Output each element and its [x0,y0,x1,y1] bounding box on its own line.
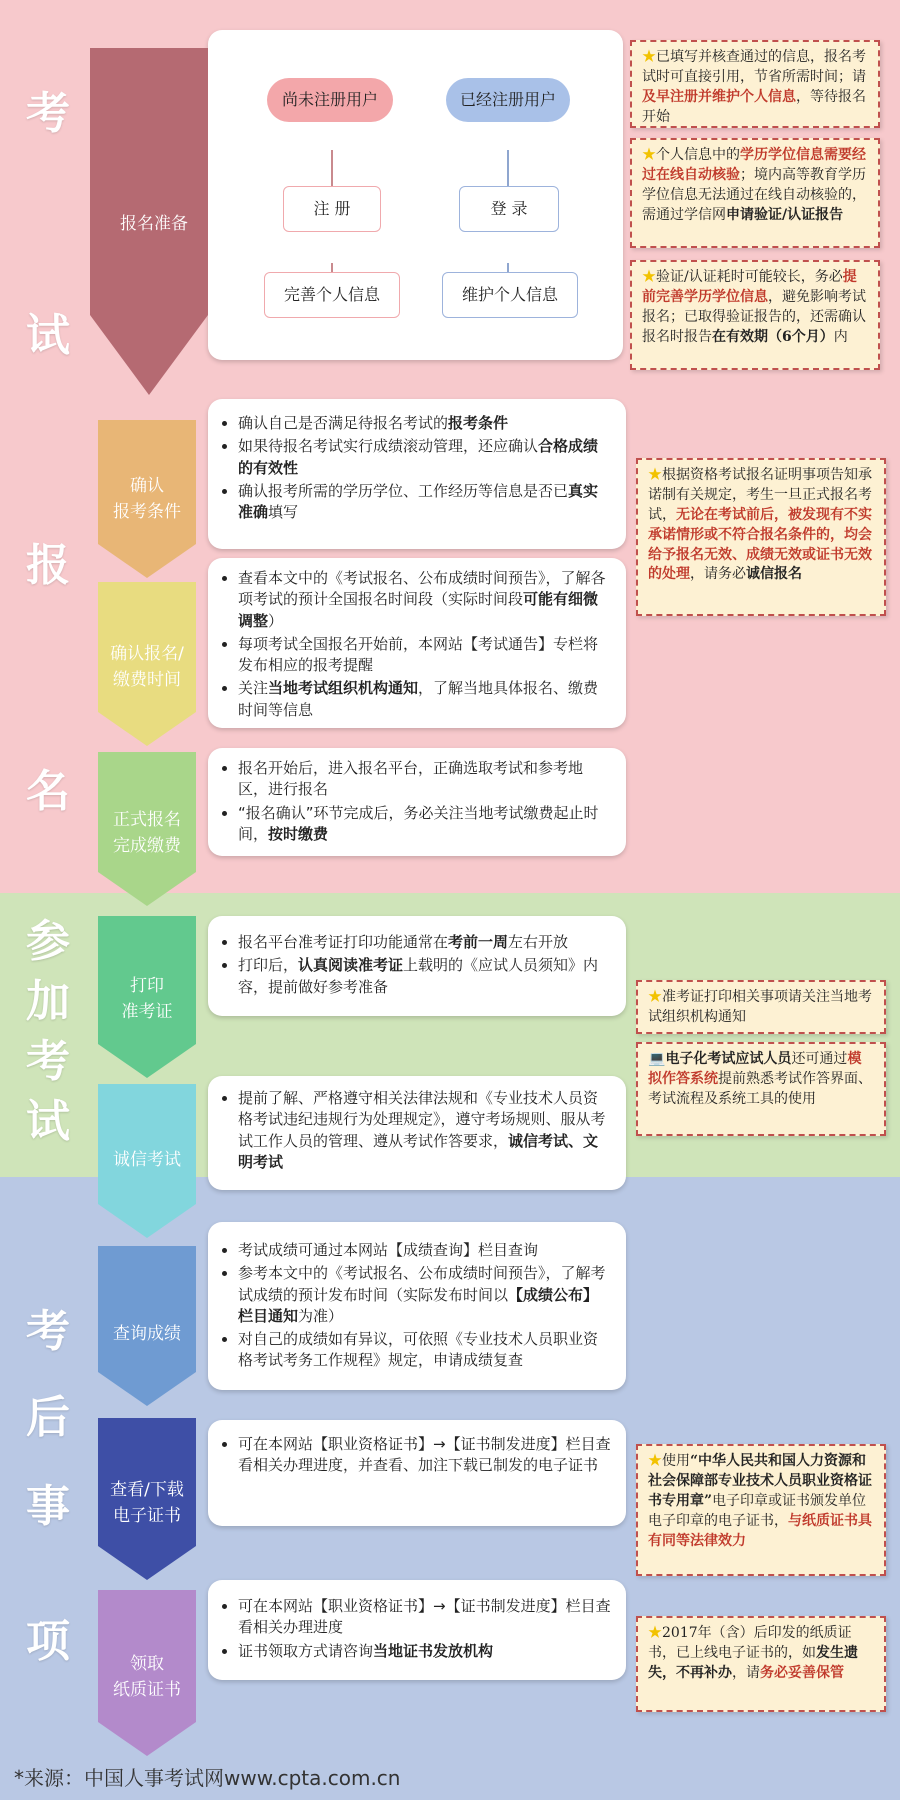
star-icon: ★ [642,147,656,163]
registered-user-node: 已经注册用户 [446,78,570,122]
section-char: 报 [26,540,70,591]
section-char: 参 [26,916,70,967]
tip-note: ★2017年（含）后印发的纸质证书，已上线电子证书的，如发生遗失，不再补办，请务必妥善保管 [636,1616,886,1712]
section-char: 项 [26,1616,70,1667]
tip-note: 💻电子化考试应试人员还可通过模拟作答系统提前熟悉考试作答界面、考试流程及系统工具的使用 [636,1042,886,1136]
tip-note: ★根据资格考试报名证明事项告知承诺制有关规定，考生一旦正式报名考试，无论在考试前后，被发现有不实承诺情形或不符合报名条件的，均会给予报名无效、成绩无效或证书无效的处理，请务必诚信报名 [636,458,886,616]
step-label: 报名准备 [120,214,188,234]
admission-ticket-box: • 报名平台准考证打印功能通常在考前一周左右开放 • 打印后，认真阅读准考证上载明的《应试人员须知》内容，提前做好参考准备 [208,916,626,1016]
star-icon: ★ [648,467,662,483]
e-certificate-box: • 可在本网站【职业资格证书】→【证书制发进度】栏目查看相关办理进度，并查看、加注下载已制发的电子证书 [208,1420,626,1526]
integrity-box: • 提前了解、严格遵守相关法律法规和《专业技术人员资格考试违纪违规行为处理规定》，遵守考场规则、服从考试工作人员的管理、遵从考试作答要求，诚信考试、文明考试 [208,1076,626,1190]
step-label: 领取 纸质证书 [113,1654,181,1700]
formal-signup-box: • 报名开始后，进入报名平台，正确选取考试和参考地区，进行报名 • “报名确认”环节完成后，务必关注当地考试缴费起止时间，按时缴费 [208,748,626,856]
star-icon: ★ [648,1625,662,1641]
section-char: 试 [26,1096,70,1147]
tip-note: ★使用“中华人民共和国人力资源和社会保障部专业技术人员职业资格证书专用章”电子印章或证书颁发单位电子印章的电子证书，与纸质证书具有同等法律效力 [636,1444,886,1576]
star-icon: ★ [648,989,662,1005]
section-char: 考 [26,1036,70,1087]
register-node: 注 册 [283,186,381,232]
source-footer: *来源：中国人事考试网www.cpta.com.cn [14,1766,401,1790]
section-char: 事 [26,1481,70,1532]
section-char: 名 [26,766,70,817]
tip-note: ★验证/认证耗时可能较长，务必提前完善学历学位信息，避免影响考试报名；已取得验证报告的，还需确认报名时报告在有效期（6个月）内 [630,260,880,370]
tip-note: ★个人信息中的学历学位信息需要经过在线自动核验；境内高等教育学历学位信息无法通过在线自动核验的，需通过学信网申请验证/认证报告 [630,138,880,248]
step-label: 查看/下载 电子证书 [110,1480,184,1526]
star-icon: ★ [642,49,656,65]
paper-certificate-box: • 可在本网站【职业资格证书】→【证书制发进度】栏目查看相关办理进度 • 证书领取方式请咨询当地证书发放机构 [208,1580,626,1680]
step-label: 查询成绩 [113,1324,181,1344]
conditions-box: • 确认自己是否满足待报名考试的报考条件 • 如果待报名考试实行成绩滚动管理，还应确认合格成绩的有效性 • 确认报考所需的学历学位、工作经历等信息是否已真实准确填写 [208,399,626,549]
signup-time-box: • 查看本文中的《考试报名、公布成绩时间预告》，了解各项考试的预计全国报名时间段（实际时间段可能有细微调整） • 每项考试全国报名开始前，本网站【考试通告】专栏将发布相应的报考提醒 • 关注当地考试组织机构通知，了解当地具体报名、缴费时间等信息 [208,558,626,728]
step-label: 确认 报考条件 [113,476,181,522]
tip-note: ★已填写并核查通过的信息，报名考试时可直接引用，节省所需时间；请及早注册并维护个人信息，等待报名开始 [630,40,880,128]
login-node: 登 录 [459,186,559,232]
maintain-info-node: 维护个人信息 [442,272,578,318]
step-label: 打印 准考证 [121,976,173,1022]
score-query-box: • 考试成绩可通过本网站【成绩查询】栏目查询 • 参考本文中的《考试报名、公布成绩时间预告》，了解考试成绩的预计发布时间（实际发布时间以【成绩公布】栏目通知为准） • 对自己的成绩如有异议，可依照《专业技术人员职业资格考试考务工作规程》规定，申请成绩复查 [208,1222,626,1390]
step-label: 正式报名 完成缴费 [113,810,181,856]
step-label: 确认报名/ 缴费时间 [110,644,184,690]
star-icon: ★ [642,269,656,285]
star-icon: ★ [648,1453,662,1469]
step-label: 诚信考试 [113,1150,181,1170]
section-char: 加 [26,976,70,1027]
section-char: 考 [26,1306,70,1357]
section-char: 试 [26,310,70,361]
step-chevrons [0,0,230,1800]
new-user-node: 尚未注册用户 [267,78,393,122]
section-char: 考 [26,88,70,139]
computer-icon: 💻 [648,1051,666,1067]
section-char: 后 [26,1392,70,1443]
complete-info-node: 完善个人信息 [264,272,400,318]
tip-note: ★准考证打印相关事项请关注当地考试组织机构通知 [636,980,886,1034]
